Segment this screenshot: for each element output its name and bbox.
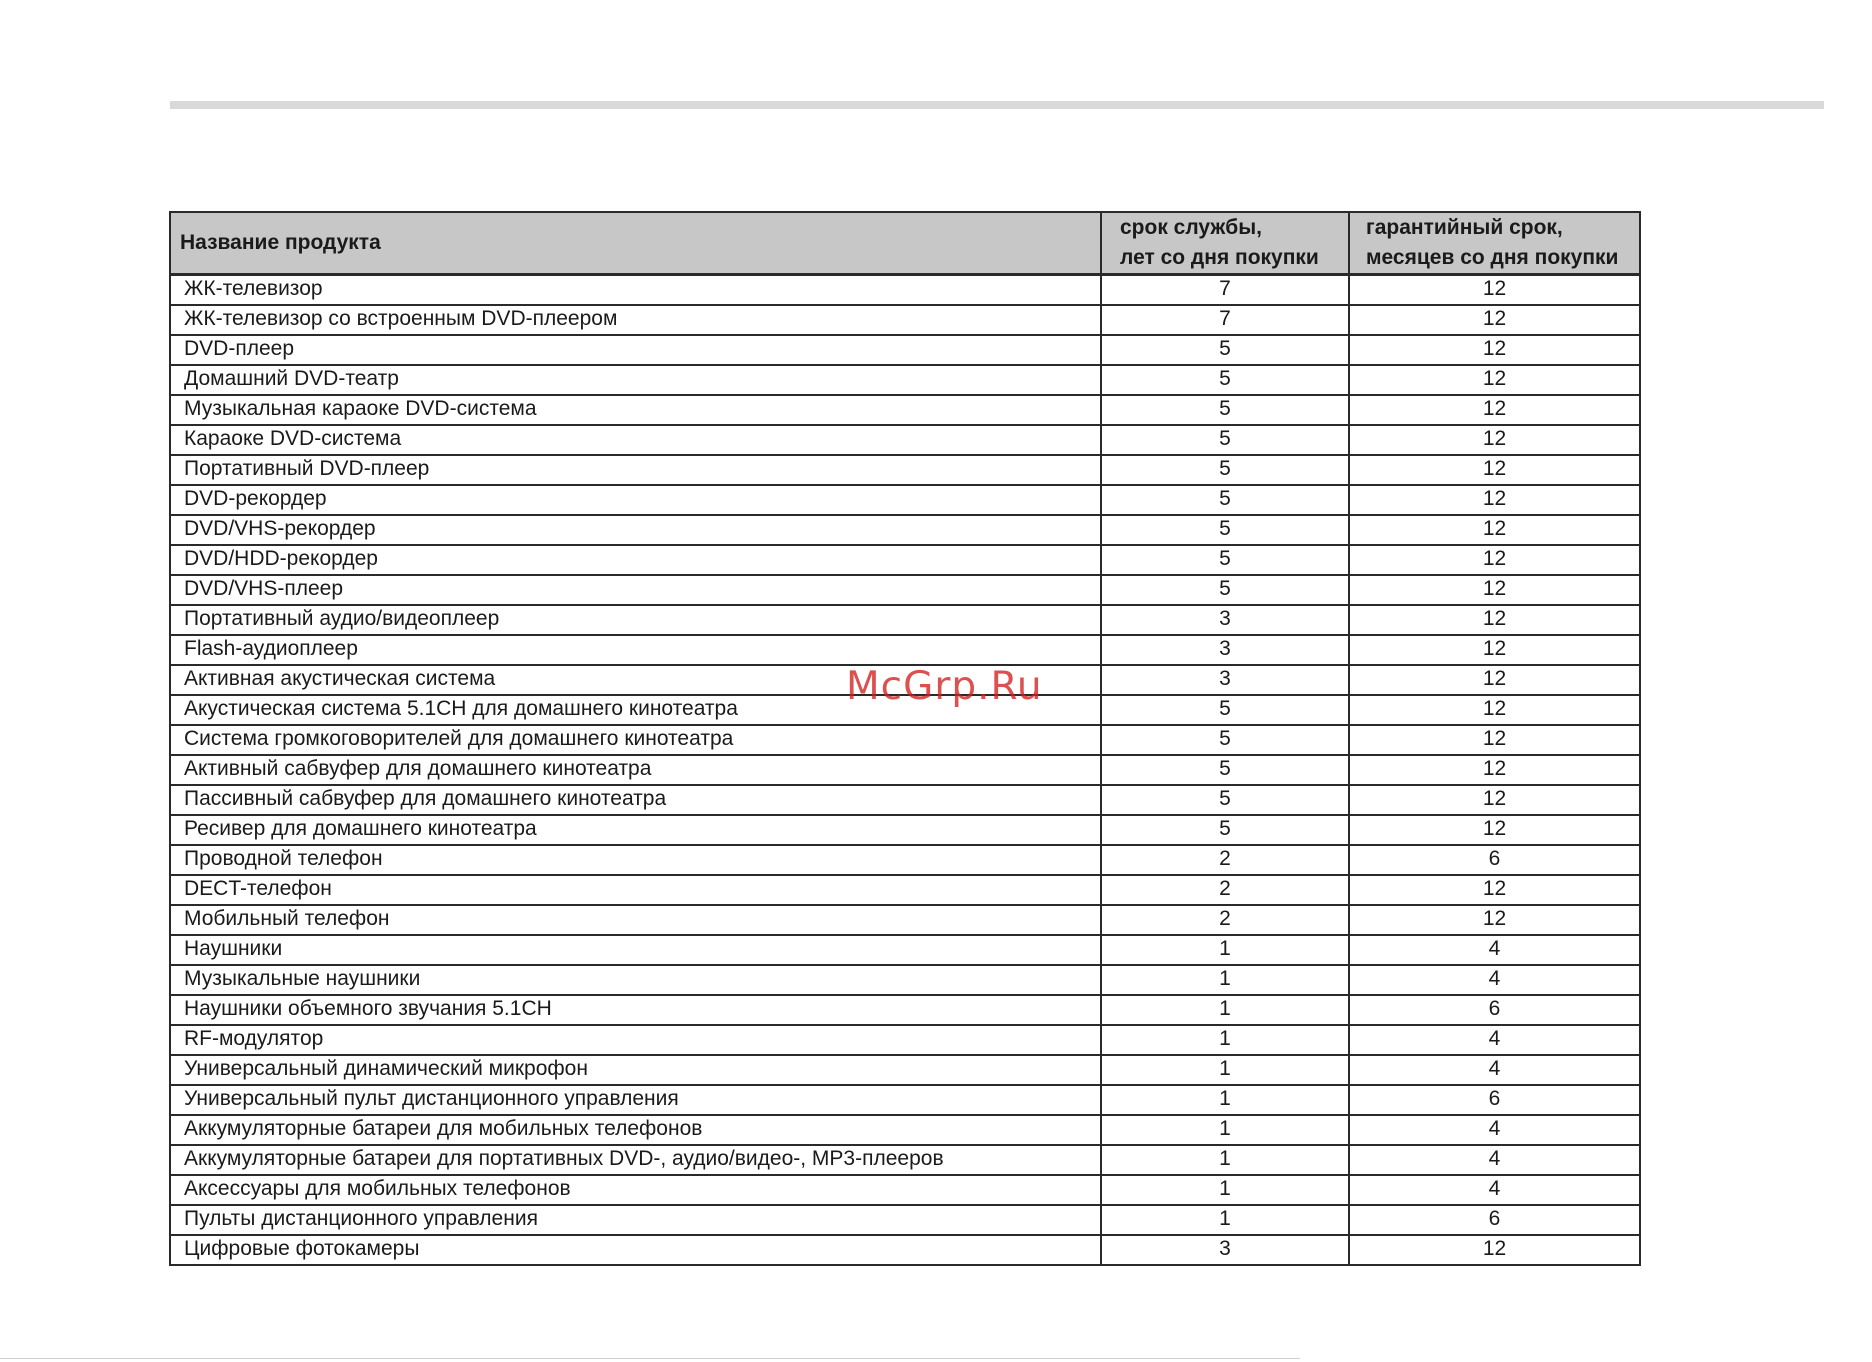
product-name-cell: Пассивный сабвуфер для домашнего кинотеатра (170, 785, 1101, 815)
service-life-cell: 3 (1101, 665, 1349, 695)
table-row (170, 515, 1640, 545)
product-name-cell: Мобильный телефон (170, 905, 1101, 935)
product-name-cell: DVD/HDD-рекордер (170, 545, 1101, 575)
warranty-cell: 12 (1349, 635, 1640, 665)
product-name-cell: Наушники (170, 935, 1101, 965)
product-name-cell: DVD/VHS-рекордер (170, 515, 1101, 545)
table-row (170, 1085, 1640, 1115)
product-name-cell: Караоке DVD-система (170, 425, 1101, 455)
header-warranty-period (1349, 212, 1640, 275)
product-name-cell: ЖК-телевизор (170, 275, 1101, 306)
product-name-cell: DVD/VHS-плеер (170, 575, 1101, 605)
warranty-cell: 12 (1349, 425, 1640, 455)
table-row (170, 965, 1640, 995)
table-row (170, 785, 1640, 815)
warranty-cell: 12 (1349, 1235, 1640, 1265)
table-row (170, 305, 1640, 335)
service-life-cell: 5 (1101, 695, 1349, 725)
product-name-cell: Домашний DVD-театр (170, 365, 1101, 395)
product-name-cell: Портативный аудио/видеоплеер (170, 605, 1101, 635)
service-life-cell: 5 (1101, 575, 1349, 605)
warranty-cell: 12 (1349, 815, 1640, 845)
header-product-name (170, 212, 1101, 275)
service-life-cell: 1 (1101, 1085, 1349, 1115)
product-name-cell: Активная акустическая система (170, 665, 1101, 695)
table-row (170, 1115, 1640, 1145)
table-row (170, 485, 1640, 515)
table-row (170, 575, 1640, 605)
table-row (170, 1025, 1640, 1055)
product-name-cell: Аккумуляторные батареи для портативных DVD-, аудио/видео-, MP3-плееров (170, 1145, 1101, 1175)
warranty-cell: 12 (1349, 455, 1640, 485)
service-life-cell: 1 (1101, 935, 1349, 965)
product-name-cell: Музыкальные наушники (170, 965, 1101, 995)
table-row (170, 275, 1640, 306)
warranty-cell: 12 (1349, 875, 1640, 905)
service-life-cell: 5 (1101, 755, 1349, 785)
table-row (170, 1235, 1640, 1265)
service-life-cell: 7 (1101, 275, 1349, 306)
service-life-cell: 1 (1101, 1115, 1349, 1145)
service-life-cell: 1 (1101, 1055, 1349, 1085)
warranty-cell: 6 (1349, 1205, 1640, 1235)
product-name-cell: Проводной телефон (170, 845, 1101, 875)
product-name-cell: DECT-телефон (170, 875, 1101, 905)
warranty-cell: 6 (1349, 995, 1640, 1025)
table-row (170, 815, 1640, 845)
header-service-life-line1: срок службы, (1120, 216, 1262, 239)
warranty-cell: 12 (1349, 785, 1640, 815)
service-life-cell: 5 (1101, 545, 1349, 575)
warranty-cell: 4 (1349, 935, 1640, 965)
warranty-cell: 4 (1349, 1175, 1640, 1205)
table-row (170, 935, 1640, 965)
service-life-cell: 5 (1101, 455, 1349, 485)
table-row (170, 905, 1640, 935)
table-row (170, 1145, 1640, 1175)
warranty-cell: 12 (1349, 365, 1640, 395)
warranty-cell: 12 (1349, 905, 1640, 935)
header-warranty-line1: гарантийный срок, (1366, 216, 1563, 239)
table-row (170, 365, 1640, 395)
warranty-cell: 12 (1349, 275, 1640, 306)
service-life-cell: 5 (1101, 395, 1349, 425)
table-row (170, 605, 1640, 635)
table-row (170, 395, 1640, 425)
service-life-cell: 5 (1101, 785, 1349, 815)
warranty-cell: 12 (1349, 305, 1640, 335)
watermark-text: McGrp.Ru (846, 664, 1043, 709)
service-life-cell: 3 (1101, 1235, 1349, 1265)
warranty-cell: 6 (1349, 1085, 1640, 1115)
warranty-cell: 12 (1349, 695, 1640, 725)
warranty-cell: 12 (1349, 575, 1640, 605)
product-name-cell: RF-модулятор (170, 1025, 1101, 1055)
warranty-table (169, 211, 1641, 1266)
table-row (170, 845, 1640, 875)
product-name-cell: Аксессуары для мобильных телефонов (170, 1175, 1101, 1205)
warranty-cell: 12 (1349, 605, 1640, 635)
service-life-cell: 5 (1101, 815, 1349, 845)
service-life-cell: 1 (1101, 1025, 1349, 1055)
product-name-cell: DVD-рекордер (170, 485, 1101, 515)
table-row (170, 755, 1640, 785)
warranty-cell: 12 (1349, 545, 1640, 575)
service-life-cell: 1 (1101, 995, 1349, 1025)
service-life-cell: 2 (1101, 845, 1349, 875)
table-row (170, 635, 1640, 665)
table-row (170, 335, 1640, 365)
table-row (170, 1205, 1640, 1235)
warranty-cell: 12 (1349, 395, 1640, 425)
product-name-cell: Flash-аудиоплеер (170, 635, 1101, 665)
warranty-cell: 12 (1349, 725, 1640, 755)
warranty-cell: 6 (1349, 845, 1640, 875)
service-life-cell: 5 (1101, 335, 1349, 365)
table-row (170, 455, 1640, 485)
top-rule (170, 101, 1824, 109)
service-life-cell: 7 (1101, 305, 1349, 335)
warranty-cell: 12 (1349, 485, 1640, 515)
product-name-cell: DVD-плеер (170, 335, 1101, 365)
header-product-name-text: Название продукта (180, 231, 381, 254)
warranty-cell: 4 (1349, 1115, 1640, 1145)
table-row (170, 725, 1640, 755)
product-name-cell: Музыкальная караоке DVD-система (170, 395, 1101, 425)
warranty-cell: 12 (1349, 515, 1640, 545)
service-life-cell: 2 (1101, 875, 1349, 905)
table-header-row (170, 212, 1640, 275)
service-life-cell: 3 (1101, 605, 1349, 635)
product-name-cell: Система громкоговорителей для домашнего кинотеатра (170, 725, 1101, 755)
warranty-cell: 4 (1349, 1025, 1640, 1055)
service-life-cell: 5 (1101, 425, 1349, 455)
product-name-cell: Универсальный пульт дистанционного управления (170, 1085, 1101, 1115)
product-name-cell: ЖК-телевизор со встроенным DVD-плеером (170, 305, 1101, 335)
product-name-cell: Наушники объемного звучания 5.1CH (170, 995, 1101, 1025)
service-life-cell: 1 (1101, 965, 1349, 995)
service-life-cell: 1 (1101, 1145, 1349, 1175)
warranty-cell: 12 (1349, 665, 1640, 695)
service-life-cell: 1 (1101, 1205, 1349, 1235)
table-body (170, 275, 1640, 1266)
table-row (170, 875, 1640, 905)
product-name-cell: Портативный DVD-плеер (170, 455, 1101, 485)
table-row (170, 1055, 1640, 1085)
product-name-cell: Акустическая система 5.1CH для домашнего кинотеатра (170, 695, 1101, 725)
product-name-cell: Активный сабвуфер для домашнего кинотеатра (170, 755, 1101, 785)
header-service-life (1101, 212, 1349, 275)
table-row (170, 1175, 1640, 1205)
product-name-cell: Ресивер для домашнего кинотеатра (170, 815, 1101, 845)
service-life-cell: 2 (1101, 905, 1349, 935)
header-service-life-line2: лет со дня покупки (1120, 246, 1319, 269)
warranty-cell: 4 (1349, 1055, 1640, 1085)
service-life-cell: 5 (1101, 515, 1349, 545)
service-life-cell: 5 (1101, 485, 1349, 515)
table-row (170, 995, 1640, 1025)
warranty-cell: 12 (1349, 755, 1640, 785)
bottom-edge-line (0, 1358, 1300, 1359)
product-name-cell: Универсальный динамический микрофон (170, 1055, 1101, 1085)
product-name-cell: Аккумуляторные батареи для мобильных телефонов (170, 1115, 1101, 1145)
warranty-cell: 12 (1349, 335, 1640, 365)
product-name-cell: Пульты дистанционного управления (170, 1205, 1101, 1235)
service-life-cell: 3 (1101, 635, 1349, 665)
service-life-cell: 5 (1101, 725, 1349, 755)
product-name-cell: Цифровые фотокамеры (170, 1235, 1101, 1265)
service-life-cell: 5 (1101, 365, 1349, 395)
warranty-cell: 4 (1349, 965, 1640, 995)
table-row (170, 545, 1640, 575)
service-life-cell: 1 (1101, 1175, 1349, 1205)
header-warranty-line2: месяцев со дня покупки (1366, 246, 1619, 269)
table-row (170, 425, 1640, 455)
warranty-cell: 4 (1349, 1145, 1640, 1175)
